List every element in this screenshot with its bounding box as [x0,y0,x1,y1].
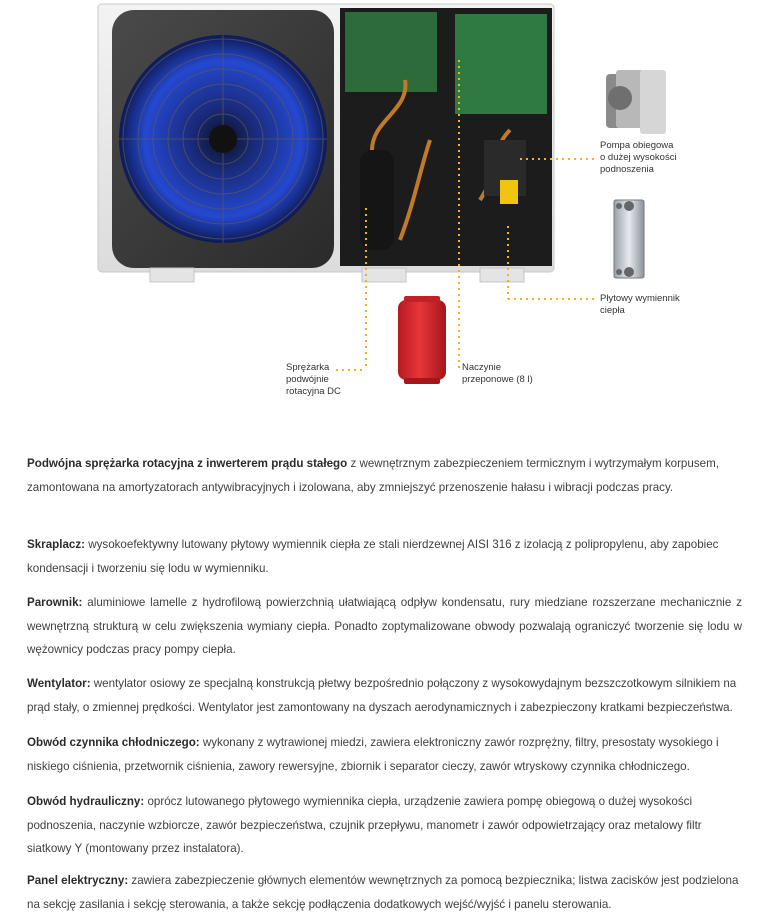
paragraph-compressor [27,452,742,499]
fan-icon [119,35,327,243]
paragraph-label: Panel elektryczny: [27,874,129,887]
paragraph-label: Obwód czynnika chłodniczego: [27,736,200,749]
paragraph-refrigerant-circuit [27,731,742,778]
plate-heat-exchanger-icon [614,200,644,278]
pump-callout [600,140,690,176]
exchanger-callout [600,293,700,317]
paragraph-fan [27,672,742,719]
circulation-pump-icon [606,70,666,134]
control-board-left [345,12,437,92]
outdoor-unit [98,4,554,282]
paragraph-label: Podwójna sprężarka rotacyjna z inwerterem prądu stałego [27,457,348,470]
control-board-right [455,14,547,114]
paragraph-condenser [27,533,742,580]
compressor-callout-line: Sprężarka [286,362,330,373]
paragraph-text: wysokoefektywny lutowany płytowy wymiennik ciepła ze stali nierdzewnej AISI 316 z izolacją z polipropylenu, aby zapobiec kondensacji i tworzeniu się lodu w wymienniku. [27,538,719,575]
paragraph-label: Skraplacz: [27,538,85,551]
compressor-callout [286,362,366,398]
compressor-callout-line: rotacyjna DC [286,386,341,397]
compressor-callout-line: podwójnie [286,374,329,385]
pump-callout-line: podnoszenia [600,164,654,175]
paragraph-text: wykonany z wytrawionej miedzi, zawiera elektroniczny zawór rozprężny, filtry, presostaty wysokiego i niskiego ciśnienia, przetwornik ciśnienia, zawory rewersyjne, zbiornik i separator cieczy, zawór wtryskowy czynnika chłodniczego. [27,736,719,773]
paragraph-evaporator [27,591,742,662]
paragraph-text: zawiera zabezpieczenie głównych elementów wewnętrznych za pomocą bezpiecznika; listwa zacisków jest podzielona na sekcję zasilania i sekcję sterowania, a także sekcję podłączenia dodatkowych wejść/wyjść i panelu sterowania. [27,874,739,911]
paragraph-label: Obwód hydrauliczny: [27,795,145,808]
paragraph-label: Parownik: [27,596,83,609]
vessel-callout-line: Naczynie [462,362,502,373]
pump-callout-line: Pompa obiegowa [600,140,674,151]
heat-pump-illustration [0,0,765,420]
exchanger-callout-line: Płytowy wymiennik [600,293,680,304]
paragraph-hydraulic-circuit [27,790,742,861]
exchanger-callout-line: ciepła [600,305,625,316]
expansion-vessel-icon [398,296,446,384]
paragraph-label: Wentylator: [27,677,91,690]
compressor-icon [360,150,394,250]
paragraph-text: wentylator osiowy ze specjalną konstrukcją płetwy bezpośrednio połączony z wysokowydajnym bezszczotkowym silnikiem na prąd stały, o zmiennej prędkości. Wentylator jest zamontowany na dyszach aerodynamicznych i zabezpieczony kratkami bezpieczeństwa. [27,677,737,714]
product-figure [0,0,765,420]
paragraph-text: z wewnętrznym zabezpieczeniem termicznym i wytrzymałym korpusem, zamontowana na amortyzatorach antywibracyjnych i izolowana, aby zmniejszyć przenoszenie hałasu i wibracji podczas pracy. [27,457,719,494]
paragraph-text: aluminiowe lamelle z hydrofilową powierzchnią ułatwiającą odpływ kondensatu, rury miedziane rozszerzane mechanicznie z wewnętrzną strukturą w celu zwiększenia wymiany ciepła. Ponadto zoptymalizowane obwody pozwalają ograniczyć tworzenie się lodu w wężownicy podczas pracy pompy ciepła. [27,596,742,656]
pump-callout-line: o dużej wysokości [600,152,677,163]
vessel-callout-line: przeponowe (8 l) [462,374,533,385]
paragraph-text: oprócz lutowanego płytowego wymiennika ciepła, urządzenie zawiera pompę obiegową o dużej wysokości podnoszenia, naczynie wzbiorcze, zawór bezpieczeństwa, czujnik przepływu, manometr i zawór odpowietrzający oraz metalowy filtr siatkowy Y (montowany przez instalatora). [27,795,702,855]
paragraph-electrical-panel [27,869,742,916]
vessel-callout [462,362,552,386]
